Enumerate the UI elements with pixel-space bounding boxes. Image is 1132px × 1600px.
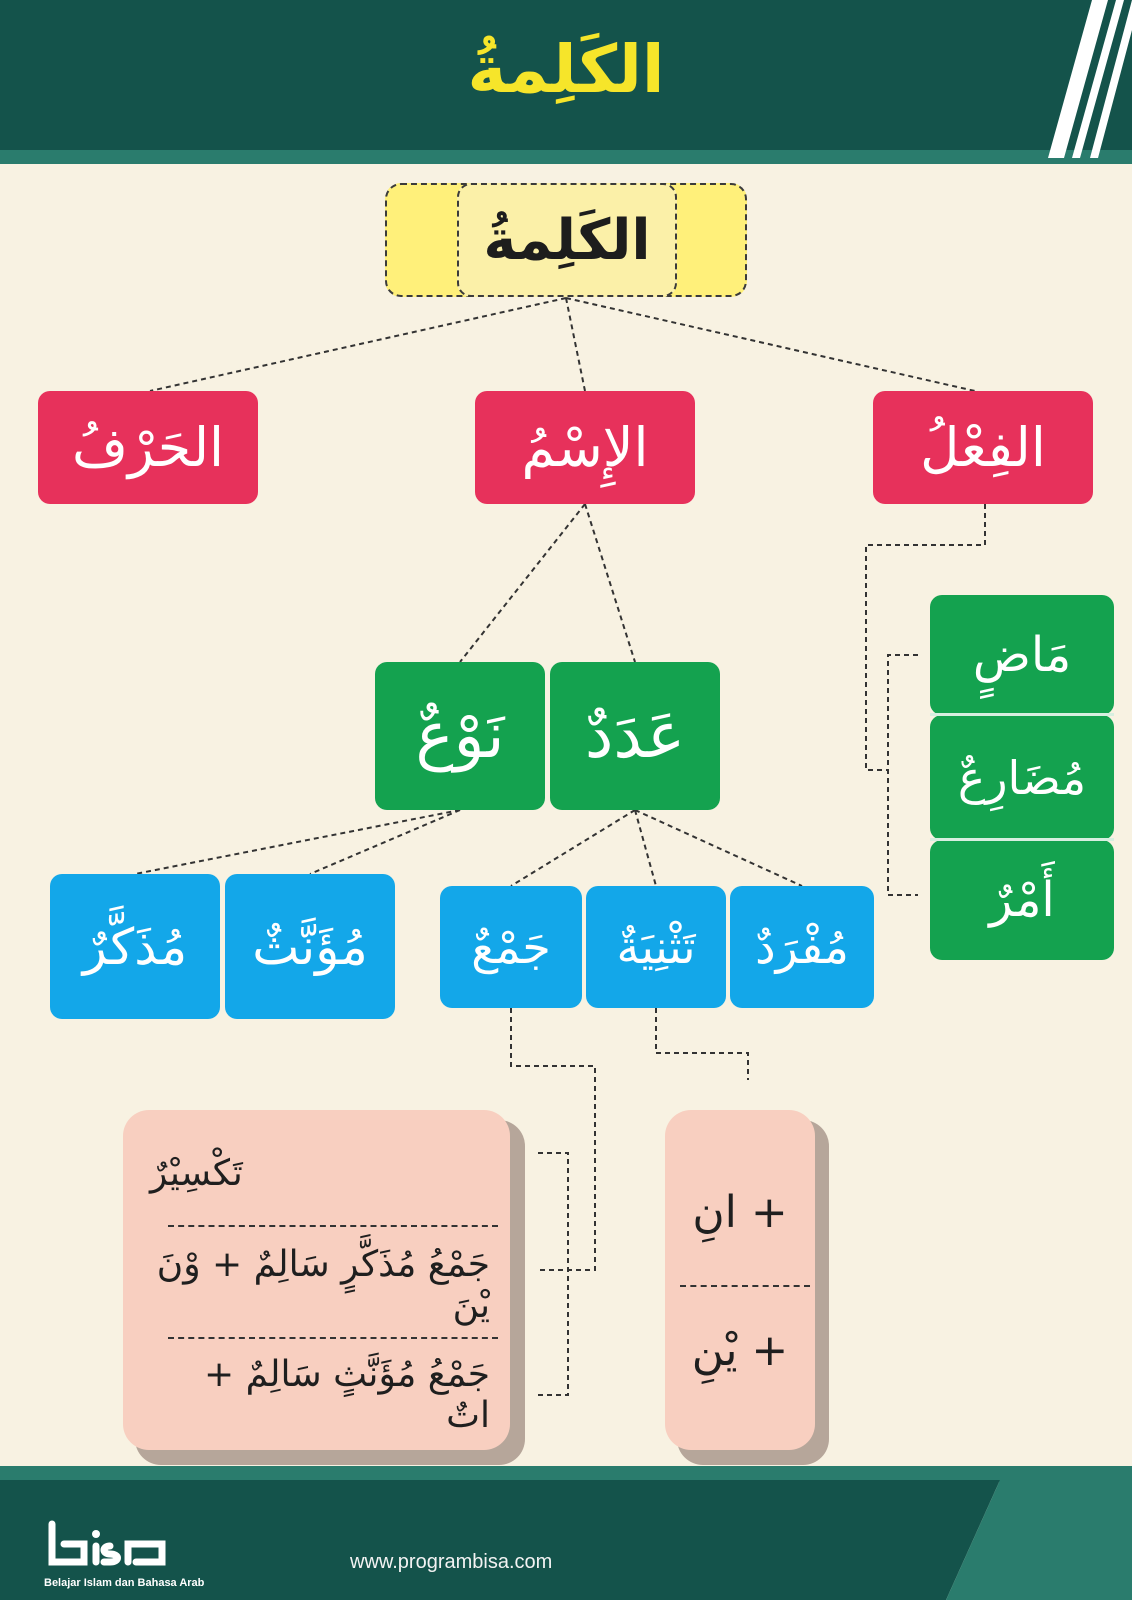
tathniyah-suffix-ani: + انِ bbox=[692, 1186, 788, 1238]
node-amr: أَمْرٌ bbox=[930, 840, 1114, 960]
divider bbox=[168, 1225, 498, 1227]
jam-type-taksir: تَكْسِيْرٌ bbox=[150, 1152, 243, 1194]
link-adad-mufrad bbox=[635, 810, 802, 886]
tathniyah-suffix-card bbox=[665, 1110, 815, 1450]
node-ism: الإِسْمُ bbox=[475, 391, 695, 504]
tathniyah-suffix-ayni: + يْنِ bbox=[691, 1324, 789, 1376]
node-mufrad: مُفْرَدٌ bbox=[730, 886, 874, 1008]
node-adad: عَدَدٌ bbox=[550, 662, 720, 810]
link-root-harf bbox=[150, 298, 566, 391]
node-harf: الحَرْفُ bbox=[38, 391, 258, 504]
bracket-jam-types bbox=[538, 1153, 568, 1395]
divider bbox=[168, 1337, 498, 1339]
link-ism-adad bbox=[585, 504, 635, 662]
page-title: الكَلِمةُ bbox=[467, 31, 665, 108]
bracket-fiel-types bbox=[888, 655, 918, 895]
divider bbox=[680, 1285, 810, 1287]
node-fiel: الفِعْلُ bbox=[873, 391, 1093, 504]
divider bbox=[930, 838, 1114, 841]
link-nau-mudhakkar bbox=[135, 810, 460, 874]
root-node bbox=[385, 183, 747, 297]
jam-type-mudhakkar-salim: جَمْعُ مُذَكَّرٍ سَالِمٌ + وْنَ يْنَ bbox=[156, 1244, 490, 1326]
footer-url[interactable]: www.programbisa.com bbox=[350, 1551, 553, 1573]
node-mudhakkar: مُذَكَّرٌ bbox=[50, 874, 220, 1019]
link-ism-nau bbox=[460, 504, 585, 662]
root-label: الكَلِمةُ bbox=[457, 183, 677, 297]
node-muannath: مُؤَنَّثٌ bbox=[225, 874, 395, 1019]
divider bbox=[930, 713, 1114, 716]
node-jam: جَمْعٌ bbox=[440, 886, 582, 1008]
node-madi: مَاضٍ bbox=[930, 595, 1114, 715]
link-adad-tathniyah bbox=[635, 810, 656, 886]
bisa-logo bbox=[44, 1520, 194, 1570]
link-tathniyah-card bbox=[656, 1008, 748, 1080]
node-mudari: مُضَارِعٌ bbox=[930, 715, 1114, 840]
link-adad-jam bbox=[511, 810, 635, 886]
jam-type-muannath-salim: جَمْعُ مُؤَنَّثٍ سَالِمٌ + اتٌ bbox=[203, 1354, 490, 1436]
link-nau-muannath bbox=[310, 810, 460, 874]
link-root-fiel bbox=[566, 298, 975, 391]
node-tathniyah: تَثْنِيَةٌ bbox=[586, 886, 726, 1008]
link-root-ism bbox=[566, 298, 585, 391]
node-nau: نَوْعٌ bbox=[375, 662, 545, 810]
logo-tagline: Belajar Islam dan Bahasa Arab bbox=[44, 1577, 205, 1589]
